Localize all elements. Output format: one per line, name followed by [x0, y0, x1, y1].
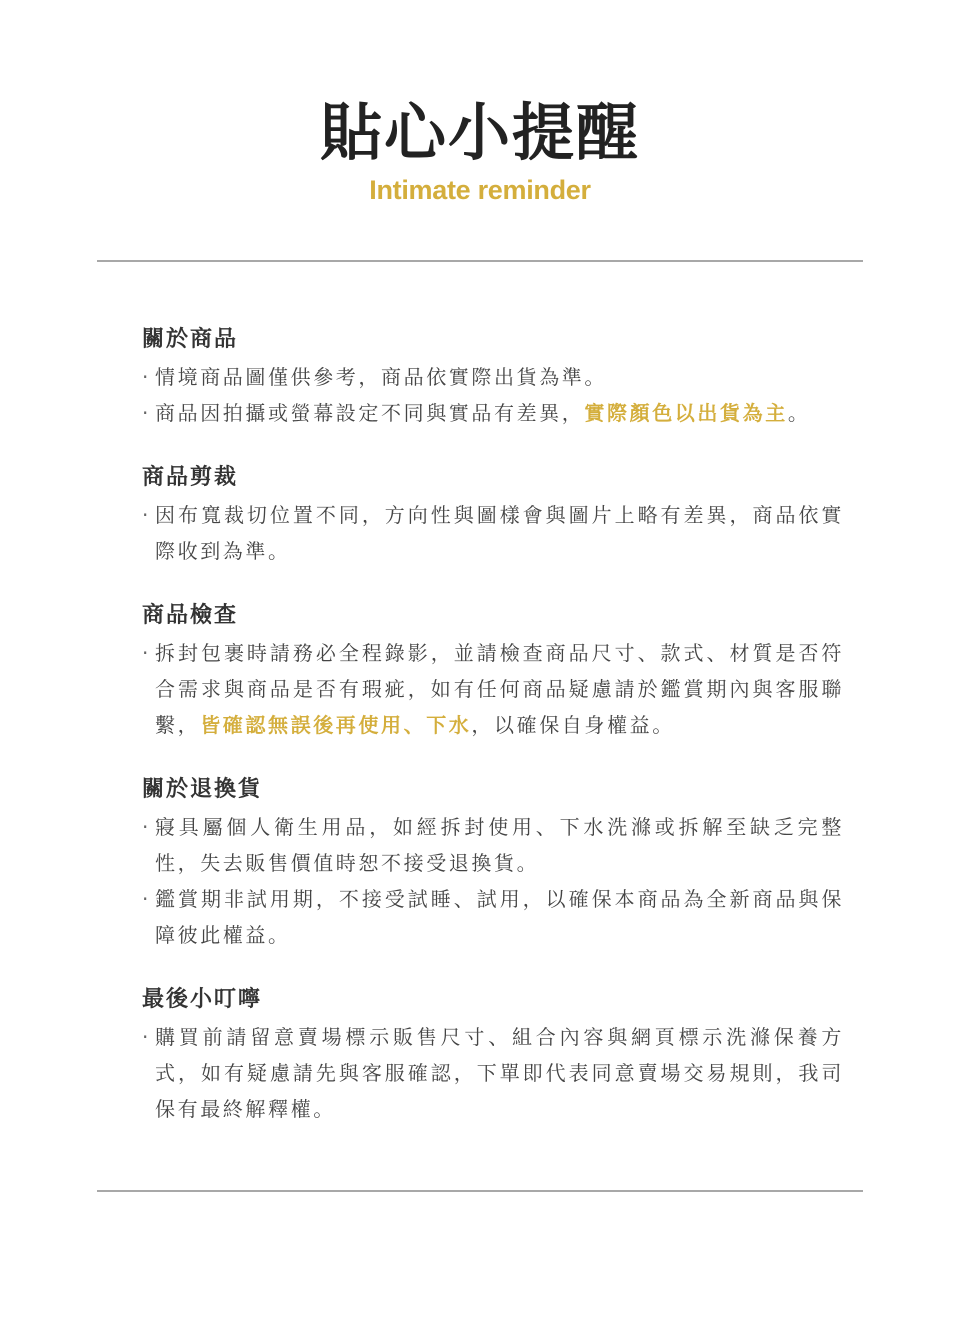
item-text: 寢具屬個人衛生用品，如經拆封使用、下水洗滌或拆解至缺乏完整性，失去販售價值時恕不接受退換貨。 [155, 815, 844, 875]
bullet: · [142, 503, 151, 527]
page-subtitle: Intimate reminder [369, 175, 591, 205]
list-item [142, 809, 844, 881]
item-text: 購買前請留意賣場標示販售尺寸、組合內容與網頁標示洗滌保養方式，如有疑慮請先與客服確認，下單即代表同意賣場交易規則，我司保有最終解釋權。 [155, 1025, 844, 1121]
item-text: 鑑賞期非試用期，不接受試睡、試用，以確保本商品為全新商品與保障彼此權益。 [155, 887, 844, 947]
bottom-divider [97, 1190, 863, 1192]
section-about-product [142, 322, 844, 431]
highlight-text: 實際顏色以出貨為主 [584, 401, 788, 425]
bullet: · [142, 1025, 151, 1049]
section-title: 商品檢查 [142, 603, 239, 628]
section-title: 關於商品 [142, 327, 239, 352]
list-item [142, 497, 844, 569]
top-divider [97, 260, 863, 262]
item-text-after: ，以確保自身權益。 [471, 713, 675, 737]
list-item [142, 395, 844, 431]
section-title: 最後小叮嚀 [142, 987, 263, 1012]
page-title: 貼心小提醒 [319, 96, 640, 169]
list-item [142, 359, 844, 395]
bullet: · [142, 815, 151, 839]
item-text: 拆封包裹時請務必全程錄影，並請檢查商品尺寸、款式、材質是否符合需求與商品是否有瑕疵，如有任何商品疑慮請於鑑賞期內與客服聯繫， [155, 641, 844, 737]
list-item [142, 1019, 844, 1127]
item-text: 商品因拍攝或螢幕設定不同與實品有差異， [155, 401, 585, 425]
highlight-text: 皆確認無誤後再使用、下水 [200, 713, 472, 737]
item-text-after: 。 [787, 401, 811, 425]
bullet: · [142, 887, 151, 911]
reminder-content [142, 322, 844, 1156]
list-item [142, 635, 844, 743]
section-title: 關於退換貨 [142, 777, 263, 802]
section-final-reminder [142, 982, 844, 1127]
section-product-inspection [142, 598, 844, 743]
item-text: 情境商品圖僅供參考，商品依實際出貨為準。 [155, 365, 607, 389]
section-returns [142, 772, 844, 953]
bullet: · [142, 365, 151, 389]
list-item [142, 881, 844, 953]
item-text: 因布寬裁切位置不同，方向性與圖樣會與圖片上略有差異，商品依實際收到為準。 [155, 503, 844, 563]
page-header [0, 96, 960, 206]
section-title: 商品剪裁 [142, 465, 239, 490]
section-fabric-cutting [142, 460, 844, 569]
bullet: · [142, 401, 151, 425]
bullet: · [142, 641, 151, 665]
